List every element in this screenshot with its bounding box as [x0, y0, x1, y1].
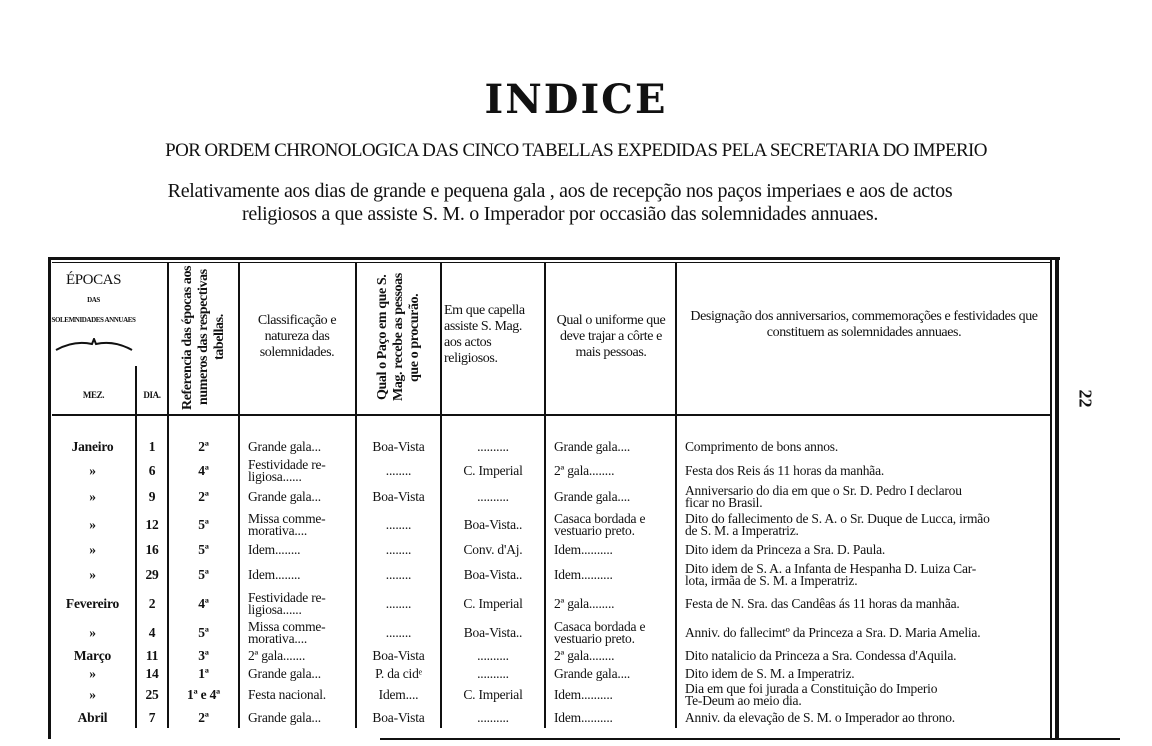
cell-mez: » — [89, 687, 96, 702]
table-row — [50, 457, 1050, 484]
cell-uniforme: 2ª gala........ — [554, 462, 615, 478]
cell-paco: ........ — [385, 624, 412, 640]
table-bottom-rule — [380, 738, 1120, 740]
cell-dia: 7 — [148, 710, 156, 725]
brace-ornament-icon — [54, 338, 134, 352]
table-row — [50, 590, 1050, 618]
cell-classif: Idem........ — [248, 567, 301, 582]
cell-classif: Grande gala... — [248, 439, 321, 454]
cell-designacao: Dito idem de S. M. a Imperatriz. — [685, 665, 855, 681]
table-row — [50, 437, 1050, 457]
cell-classif: Grande gala... — [248, 710, 321, 725]
cell-classif: Missa comme- morativa.... — [248, 618, 326, 646]
cell-dia: 16 — [145, 542, 159, 557]
cell-uniforme: Grande gala.... — [554, 665, 631, 681]
cell-classif: Missa comme- morativa.... — [248, 511, 326, 538]
intro-line-1: Relativamente aos dias de grande e pequena gala , aos de recepção nos paços imperiaes e aos de actos — [167, 180, 953, 202]
cell-designacao: Festa de N. Sra. das Candêas ás 11 horas da manhãa. — [685, 596, 960, 611]
cell-mez: » — [89, 665, 96, 681]
header-uniforme: Qual o uniforme que deve trajar a côrte e mais pessoas. — [556, 313, 666, 360]
cell-ref: 1ª e 4ª — [187, 687, 220, 702]
table-row — [50, 665, 1050, 682]
intro-line-2: religiosos a que assiste S. M. o Imperador por occasião das solemnidades annuaes. — [241, 203, 879, 225]
cell-ref: 2ª — [198, 489, 209, 504]
cell-mez: Janeiro — [71, 439, 114, 454]
cell-ref: 1ª — [198, 665, 209, 681]
cell-mez: » — [89, 624, 96, 640]
cell-designacao: Anniv. do fallecimtº da Princeza a Sra. D. Maria Amelia. — [685, 624, 981, 640]
header-solemnidades: SOLEMNIDADES ANNUAES — [51, 316, 136, 324]
cell-paco: Boa-Vista — [372, 489, 425, 504]
cell-designacao: Dito do fallecimento de S. A. o Sr. Duque de Lucca, irmão de S. M. a Imperatriz. — [685, 511, 990, 538]
header-referencia — [169, 262, 238, 412]
cell-dia: 29 — [145, 567, 159, 582]
cell-uniforme: Casaca bordada e vestuario preto. — [554, 511, 646, 538]
cell-designacao: Dito idem de S. A. a Infanta de Hespanha D. Luiza Car- lota, irmãa de S. M. a Imperatriz. — [685, 561, 977, 588]
cell-capella: .......... — [477, 710, 509, 725]
cell-designacao: Dito idem da Princeza a Sra. D. Paula. — [685, 542, 886, 557]
header-referencia-text: Referencia das épocas aos numeros das respectivas tabellas. — [179, 264, 227, 410]
cell-ref: 4ª — [198, 462, 209, 478]
cell-mez: » — [89, 542, 96, 557]
cell-dia: 1 — [148, 439, 156, 454]
cell-designacao: Dito natalicio da Princeza a Sra. Condessa d'Aquila. — [685, 648, 957, 663]
cell-designacao: Festa dos Reis ás 11 horas da manhãa. — [685, 462, 885, 478]
cell-paco: Idem.... — [378, 687, 419, 702]
cell-ref: 3ª — [198, 648, 209, 663]
cell-capella: C. Imperial — [463, 596, 523, 611]
cell-designacao: Anniv. da elevação de S. M. o Imperador ao throno. — [685, 710, 955, 725]
cell-capella: Boa-Vista.. — [463, 624, 523, 640]
cell-uniforme: Casaca bordada e vestuario preto. — [554, 618, 646, 646]
header-paco — [357, 262, 440, 412]
cell-classif: Festividade re- ligiosa...... — [248, 590, 326, 617]
cell-dia: 11 — [145, 648, 159, 663]
cell-uniforme: 2ª gala........ — [554, 596, 615, 611]
cell-paco: ........ — [385, 517, 412, 532]
cell-uniforme: 2ª gala........ — [554, 648, 615, 663]
table-row — [50, 618, 1050, 647]
cell-paco: ........ — [385, 462, 412, 478]
cell-paco: P. da cidᵉ — [375, 665, 422, 681]
page-subtitle: POR ORDEM CHRONOLOGICA DAS CINCO TABELLAS EXPEDIDAS PELA SECRETARIA DO IMPERIO — [165, 140, 987, 161]
cell-paco: Boa-Vista — [372, 710, 425, 725]
header-epocas-title: ÉPOCAS — [65, 272, 122, 288]
cell-mez: » — [89, 462, 96, 478]
header-mez: MEZ. — [82, 390, 105, 400]
cell-dia: 25 — [145, 687, 159, 702]
cell-ref: 2ª — [198, 439, 209, 454]
cell-capella: C. Imperial — [463, 462, 523, 478]
cell-uniforme: Idem.......... — [554, 687, 613, 702]
header-classificacao: Classificação e natureza das solemnidades. — [257, 313, 337, 360]
table-row — [50, 510, 1050, 540]
table-row — [50, 708, 1050, 728]
cell-classif: Idem........ — [248, 542, 301, 557]
cell-mez: Fevereiro — [65, 596, 120, 611]
cell-mez: Março — [73, 648, 112, 663]
cell-paco: Boa-Vista — [372, 439, 425, 454]
cell-classif: Festividade re- ligiosa...... — [248, 456, 326, 484]
cell-dia: 6 — [148, 462, 156, 478]
cell-paco: ........ — [385, 596, 412, 611]
cell-ref: 5ª — [198, 517, 209, 532]
cell-uniforme: Idem.......... — [554, 567, 613, 582]
table-row — [50, 484, 1050, 510]
table-row — [50, 560, 1050, 590]
cell-paco: ........ — [385, 542, 412, 557]
cell-uniforme: Idem.......... — [554, 542, 613, 557]
cell-mez: » — [89, 567, 96, 582]
cell-capella: .......... — [477, 439, 509, 454]
header-capella: Em que capella assiste S. Mag. aos actos religiosos. — [444, 303, 525, 366]
cell-uniforme: Grande gala.... — [554, 439, 631, 454]
cell-paco: ........ — [385, 567, 412, 582]
cell-dia: 12 — [145, 517, 159, 532]
header-das: DAS — [87, 296, 100, 304]
table-row — [50, 540, 1050, 560]
cell-classif: Grande gala... — [248, 665, 321, 681]
cell-designacao: Dia em que foi jurada a Constituição do Imperio Te-Deum ao meio dia. — [685, 681, 938, 708]
cell-ref: 5ª — [198, 567, 209, 582]
page-number: 22 — [1075, 389, 1096, 408]
cell-classif: Grande gala... — [248, 489, 321, 504]
cell-classif: 2ª gala....... — [248, 648, 306, 663]
cell-paco: Boa-Vista — [372, 648, 425, 663]
cell-capella: Conv. d'Aj. — [463, 542, 523, 557]
cell-mez: » — [89, 489, 96, 504]
table-row — [50, 682, 1050, 708]
cell-uniforme: Idem.......... — [554, 710, 613, 725]
cell-designacao: Anniversario do dia em que o Sr. D. Pedro I declarou ficar no Brasil. — [685, 483, 962, 510]
cell-mez: Abril — [77, 710, 108, 725]
table-row — [50, 647, 1050, 665]
page-title: INDICE — [484, 76, 668, 123]
cell-dia: 14 — [145, 665, 159, 681]
cell-ref: 5ª — [198, 624, 209, 640]
intro-text — [40, 180, 1080, 226]
cell-ref: 5ª — [198, 542, 209, 557]
cell-ref: 2ª — [198, 710, 209, 725]
cell-capella: .......... — [477, 648, 509, 663]
cell-designacao: Comprimento de bons annos. — [685, 439, 839, 454]
header-paco-text: Qual o Paço em que S. Mag. recebe as pessoas que o procurão. — [374, 273, 422, 401]
cell-capella: .......... — [477, 665, 509, 681]
cell-dia: 9 — [148, 489, 156, 504]
cell-uniforme: Grande gala.... — [554, 489, 631, 504]
cell-ref: 4ª — [198, 596, 209, 611]
header-epocas — [52, 262, 135, 362]
header-bottom-rule — [52, 414, 1050, 416]
cell-capella: C. Imperial — [463, 687, 523, 702]
header-designacao: Designação dos anniversarios, commemorações e festividades que constituem as solemnidades annuaes. — [690, 309, 1038, 340]
cell-capella: Boa-Vista.. — [463, 567, 523, 582]
header-dia: DIA. — [143, 390, 161, 400]
cell-capella: .......... — [477, 489, 509, 504]
cell-capella: Boa-Vista.. — [463, 517, 523, 532]
cell-mez: » — [89, 517, 96, 532]
cell-classif: Festa nacional. — [248, 687, 326, 702]
cell-dia: 4 — [148, 624, 156, 640]
table-top-border — [48, 257, 1060, 260]
cell-dia: 2 — [148, 596, 156, 611]
